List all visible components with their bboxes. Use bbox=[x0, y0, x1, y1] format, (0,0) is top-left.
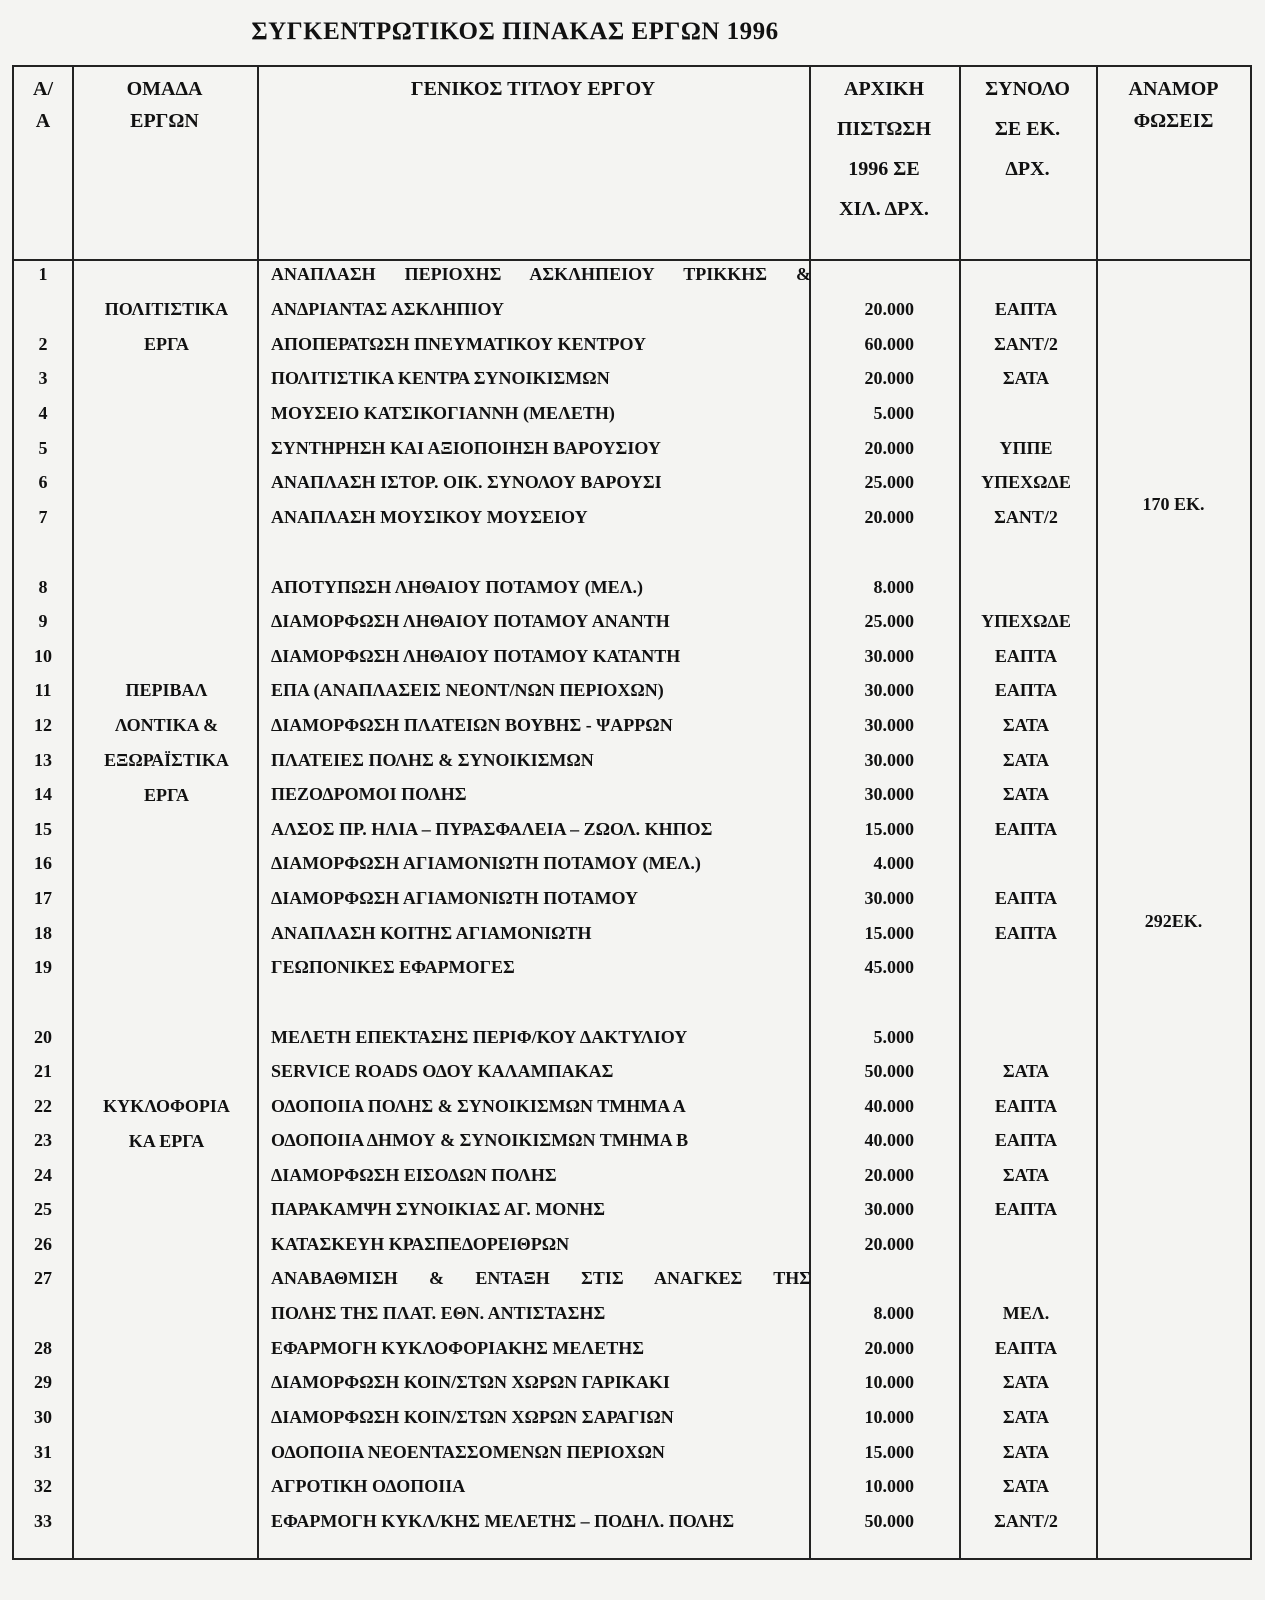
funding-source bbox=[956, 575, 1096, 599]
column-divider bbox=[959, 67, 961, 1558]
funding-source bbox=[956, 401, 1096, 425]
initial-credit: 20.000 bbox=[864, 1338, 914, 1358]
project-title: ΑΝΔΡΙΑΝΤΑΣ ΑΣΚΛΗΠΙΟΥ bbox=[271, 299, 505, 319]
initial-credit: 5.000 bbox=[873, 403, 914, 423]
funding-source: ΣΑΤΑ bbox=[1002, 750, 1050, 770]
project-title: ΔΙΑΜΟΡΦΩΣΗ ΚΟΙΝ/ΣΤΩΝ ΧΩΡΩΝ ΣΑΡΑΓΙΩΝ bbox=[271, 1407, 674, 1427]
funding-source: ΣΑΤΑ bbox=[1002, 1476, 1050, 1496]
projects-table bbox=[12, 65, 1252, 1560]
initial-credit: 25.000 bbox=[864, 611, 914, 631]
header-title: ΓΕΝΙΚΟΣ ΤΙΤΛΟΥ ΕΡΓΟΥ bbox=[410, 78, 656, 100]
row-number: 20 bbox=[34, 1027, 52, 1047]
funding-source: ΕΑΠΤΑ bbox=[994, 1199, 1058, 1219]
initial-credit: 25.000 bbox=[864, 472, 914, 492]
funding-source: ΕΑΠΤΑ bbox=[994, 299, 1058, 319]
row-number: 25 bbox=[34, 1199, 52, 1219]
project-title: ΠΑΡΑΚΑΜΨΗ ΣΥΝΟΙΚΙΑΣ ΑΓ. ΜΟΝΗΣ bbox=[271, 1199, 605, 1219]
project-title: ΑΠΟΤΥΠΩΣΗ ΛΗΘΑΙΟΥ ΠΟΤΑΜΟΥ (ΜΕΛ.) bbox=[271, 577, 643, 597]
row-number: 18 bbox=[34, 923, 52, 943]
funding-source: ΣΑΤΑ bbox=[1002, 1372, 1050, 1392]
project-group-label: ΕΡΓΑ bbox=[143, 785, 190, 805]
initial-credit: 50.000 bbox=[864, 1061, 914, 1081]
project-title: ΔΙΑΜΟΡΦΩΣΗ ΕΙΣΟΔΩΝ ΠΟΛΗΣ bbox=[271, 1165, 557, 1185]
project-title: ΕΦΑΡΜΟΓΗ ΚΥΚΛΟΦΟΡΙΑΚΗΣ ΜΕΛΕΤΗΣ bbox=[271, 1338, 645, 1358]
initial-credit: 30.000 bbox=[864, 784, 914, 804]
header-separator bbox=[14, 259, 1250, 261]
funding-source bbox=[956, 955, 1096, 979]
project-group-label: ΚΥΚΛΟΦΟΡΙΑ bbox=[103, 1096, 230, 1116]
funding-source: ΥΠΕΧΩΔΕ bbox=[981, 472, 1071, 492]
row-number: 12 bbox=[34, 715, 52, 735]
initial-credit: 30.000 bbox=[864, 750, 914, 770]
funding-source: ΥΠΠΕ bbox=[999, 438, 1053, 458]
row-number: 1 bbox=[38, 264, 48, 284]
project-group-label: ΕΡΓΑ bbox=[143, 334, 190, 354]
column-divider bbox=[257, 67, 259, 1558]
row-number bbox=[20, 297, 66, 321]
project-title: ΔΙΑΜΟΡΦΩΣΗ ΠΛΑΤΕΙΩΝ ΒΟΥΒΗΣ - ΨΑΡΡΩΝ bbox=[271, 715, 673, 735]
header-total: ΣΥΝΟΛΟ ΣΕ ΕΚ. ΔΡΧ. bbox=[985, 78, 1070, 180]
project-title: ΕΠΑ (ΑΝΑΠΛΑΣΕΙΣ ΝΕΟΝΤ/ΝΩΝ ΠΕΡΙΟΧΩΝ) bbox=[271, 680, 664, 700]
row-number: 7 bbox=[38, 507, 48, 527]
funding-source bbox=[956, 851, 1096, 875]
project-title: ΔΙΑΜΟΡΦΩΣΗ ΚΟΙΝ/ΣΤΩΝ ΧΩΡΩΝ ΓΑΡΙΚΑΚΙ bbox=[271, 1372, 670, 1392]
initial-credit bbox=[814, 262, 914, 286]
project-title: ΑΓΡΟΤΙΚΗ ΟΔΟΠΟΙΙΑ bbox=[271, 1476, 466, 1496]
header-aa: Α/ Α bbox=[33, 78, 53, 132]
initial-credit: 15.000 bbox=[864, 819, 914, 839]
row-number: 16 bbox=[34, 853, 52, 873]
initial-credit: 20.000 bbox=[864, 299, 914, 319]
initial-credit: 30.000 bbox=[864, 680, 914, 700]
project-title: ΠΟΛΙΤΙΣΤΙΚΑ ΚΕΝΤΡΑ ΣΥΝΟΙΚΙΣΜΩΝ bbox=[271, 368, 610, 388]
project-group-label: ΠΕΡΙΒΑΛ bbox=[125, 680, 208, 700]
header-anamorfoseis: ΑΝΑΜΟΡ ΦΩΣΕΙΣ bbox=[1128, 78, 1219, 132]
initial-credit: 5.000 bbox=[873, 1027, 914, 1047]
row-number: 29 bbox=[34, 1372, 52, 1392]
anamorfosi-value: 292ΕΚ. bbox=[1144, 911, 1203, 931]
project-title: ΚΑΤΑΣΚΕΥΗ ΚΡΑΣΠΕΔΟΡΕΙΘΡΩΝ bbox=[271, 1234, 570, 1254]
document-title: ΣΥΓΚΕΝΤΡΩΤΙΚΟΣ ΠΙΝΑΚΑΣ ΕΡΓΩΝ 1996 bbox=[251, 18, 779, 45]
initial-credit: 15.000 bbox=[864, 1442, 914, 1462]
project-title: ΕΦΑΡΜΟΓΗ ΚΥΚΛ/ΚΗΣ ΜΕΛΕΤΗΣ – ΠΟΔΗΛ. ΠΟΛΗΣ bbox=[271, 1511, 735, 1531]
row-number: 13 bbox=[34, 750, 52, 770]
initial-credit: 30.000 bbox=[864, 715, 914, 735]
row-number: 21 bbox=[34, 1061, 52, 1081]
initial-credit: 50.000 bbox=[864, 1511, 914, 1531]
row-number: 5 bbox=[38, 438, 48, 458]
project-group-label: ΠΟΛΙΤΙΣΤΙΚΑ bbox=[104, 299, 229, 319]
project-title: ΔΙΑΜΟΡΦΩΣΗ ΛΗΘΑΙΟΥ ΠΟΤΑΜΟΥ ΚΑΤΑΝΤΗ bbox=[271, 646, 681, 666]
initial-credit: 60.000 bbox=[864, 334, 914, 354]
initial-credit: 15.000 bbox=[864, 923, 914, 943]
project-title: ΑΝΑΠΛΑΣΗ ΠΕΡΙΟΧΗΣ ΑΣΚΛΗΠΕΙΟΥ ΤΡΙΚΚΗΣ & bbox=[271, 264, 811, 284]
column-divider bbox=[72, 67, 74, 1558]
initial-credit: 10.000 bbox=[864, 1476, 914, 1496]
initial-credit: 45.000 bbox=[864, 957, 914, 977]
project-title: ΟΔΟΠΟΙΙΑ ΔΗΜΟΥ & ΣΥΝΟΙΚΙΣΜΩΝ ΤΜΗΜΑ Β bbox=[271, 1130, 689, 1150]
header-credit: ΑΡΧΙΚΗ ΠΙΣΤΩΣΗ 1996 ΣΕ ΧΙΛ. ΔΡΧ. bbox=[836, 78, 932, 220]
row-number: 11 bbox=[34, 680, 52, 700]
initial-credit: 40.000 bbox=[864, 1096, 914, 1116]
project-title: ΑΝΑΒΑΘΜΙΣΗ & ΕΝΤΑΞΗ ΣΤΙΣ ΑΝΑΓΚΕΣ ΤΗΣ bbox=[271, 1268, 811, 1288]
project-title: SERVICE ROADS ΟΔΟΥ ΚΑΛΑΜΠΑΚΑΣ bbox=[271, 1061, 614, 1081]
funding-source: ΕΑΠΤΑ bbox=[994, 923, 1058, 943]
initial-credit: 20.000 bbox=[864, 1234, 914, 1254]
anamorfosi-value: 170 ΕΚ. bbox=[1142, 494, 1205, 514]
initial-credit: 20.000 bbox=[864, 438, 914, 458]
funding-source: ΣΑΤΑ bbox=[1002, 1407, 1050, 1427]
project-title: ΔΙΑΜΟΡΦΩΣΗ ΛΗΘΑΙΟΥ ΠΟΤΑΜΟΥ ΑΝΑΝΤΗ bbox=[271, 611, 670, 631]
project-group-label: ΛΟΝΤΙΚΑ & bbox=[114, 715, 219, 735]
initial-credit: 10.000 bbox=[864, 1372, 914, 1392]
funding-source: ΕΑΠΤΑ bbox=[994, 646, 1058, 666]
row-number bbox=[20, 1301, 66, 1325]
funding-source: ΕΑΠΤΑ bbox=[994, 680, 1058, 700]
funding-source: ΥΠΕΧΩΔΕ bbox=[981, 611, 1071, 631]
row-number: 26 bbox=[34, 1234, 52, 1254]
funding-source: ΣΑΝΤ/2 bbox=[994, 334, 1058, 354]
initial-credit: 20.000 bbox=[864, 368, 914, 388]
column-divider bbox=[809, 67, 811, 1558]
funding-source: ΕΑΠΤΑ bbox=[994, 1130, 1058, 1150]
row-number: 10 bbox=[34, 646, 52, 666]
row-number: 6 bbox=[38, 472, 48, 492]
funding-source: ΣΑΤΑ bbox=[1002, 368, 1050, 388]
funding-source: ΣΑΝΤ/2 bbox=[994, 507, 1058, 527]
row-number: 3 bbox=[38, 368, 48, 388]
initial-credit: 4.000 bbox=[873, 853, 914, 873]
row-number: 15 bbox=[34, 819, 52, 839]
initial-credit bbox=[814, 1266, 914, 1290]
row-number: 8 bbox=[38, 577, 48, 597]
project-title: ΟΔΟΠΟΙΙΑ ΠΟΛΗΣ & ΣΥΝΟΙΚΙΣΜΩΝ ΤΜΗΜΑ Α bbox=[271, 1096, 686, 1116]
funding-source bbox=[956, 1266, 1096, 1290]
row-number: 24 bbox=[34, 1165, 52, 1185]
project-group-label: ΚΑ ΕΡΓΑ bbox=[128, 1131, 205, 1151]
project-group-label: ΕΞΩΡΑΪΣΤΙΚΑ bbox=[104, 750, 229, 770]
project-title: ΔΙΑΜΟΡΦΩΣΗ ΑΓΙΑΜΟΝΙΩΤΗ ΠΟΤΑΜΟΥ bbox=[271, 888, 639, 908]
initial-credit: 30.000 bbox=[864, 646, 914, 666]
funding-source: ΕΑΠΤΑ bbox=[994, 1338, 1058, 1358]
initial-credit: 10.000 bbox=[864, 1407, 914, 1427]
project-title: ΟΔΟΠΟΙΙΑ ΝΕΟΕΝΤΑΣΣΟΜΕΝΩΝ ΠΕΡΙΟΧΩΝ bbox=[271, 1442, 665, 1462]
row-number: 4 bbox=[38, 403, 48, 423]
initial-credit: 20.000 bbox=[864, 1165, 914, 1185]
project-title: ΑΛΣΟΣ ΠΡ. ΗΛΙΑ – ΠΥΡΑΣΦΑΛΕΙΑ – ΖΩΟΛ. ΚΗΠΟΣ bbox=[271, 819, 713, 839]
row-number: 22 bbox=[34, 1096, 52, 1116]
project-title: ΜΕΛΕΤΗ ΕΠΕΚΤΑΣΗΣ ΠΕΡΙΦ/ΚΟΥ ΔΑΚΤΥΛΙΟΥ bbox=[271, 1027, 688, 1047]
row-number: 31 bbox=[34, 1442, 52, 1462]
funding-source: ΕΑΠΤΑ bbox=[994, 888, 1058, 908]
initial-credit: 8.000 bbox=[873, 1303, 914, 1323]
row-number: 2 bbox=[38, 334, 48, 354]
funding-source: ΣΑΝΤ/2 bbox=[994, 1511, 1058, 1531]
column-divider bbox=[1096, 67, 1098, 1558]
row-number: 30 bbox=[34, 1407, 52, 1427]
funding-source: ΣΑΤΑ bbox=[1002, 1061, 1050, 1081]
initial-credit: 20.000 bbox=[864, 507, 914, 527]
initial-credit: 30.000 bbox=[864, 888, 914, 908]
row-number: 17 bbox=[34, 888, 52, 908]
project-title: ΑΝΑΠΛΑΣΗ ΚΟΙΤΗΣ ΑΓΙΑΜΟΝΙΩΤΗ bbox=[271, 923, 592, 943]
initial-credit: 30.000 bbox=[864, 1199, 914, 1219]
funding-source: ΜΕΛ. bbox=[1002, 1303, 1050, 1323]
row-number: 23 bbox=[34, 1130, 52, 1150]
funding-source bbox=[956, 1025, 1096, 1049]
row-number: 19 bbox=[34, 957, 52, 977]
row-number: 33 bbox=[34, 1511, 52, 1531]
project-title: ΠΛΑΤΕΙΕΣ ΠΟΛΗΣ & ΣΥΝΟΙΚΙΣΜΩΝ bbox=[271, 750, 594, 770]
row-number: 14 bbox=[34, 784, 52, 804]
funding-source: ΣΑΤΑ bbox=[1002, 1165, 1050, 1185]
project-title: ΠΟΛΗΣ ΤΗΣ ΠΛΑΤ. ΕΘΝ. ΑΝΤΙΣΤΑΣΗΣ bbox=[271, 1303, 606, 1323]
row-number: 27 bbox=[34, 1268, 52, 1288]
project-title: ΑΝΑΠΛΑΣΗ ΜΟΥΣΙΚΟΥ ΜΟΥΣΕΙΟΥ bbox=[271, 507, 588, 527]
funding-source bbox=[956, 1232, 1096, 1256]
project-title: ΑΝΑΠΛΑΣΗ ΙΣΤΟΡ. ΟΙΚ. ΣΥΝΟΛΟΥ ΒΑΡΟΥΣΙ bbox=[271, 472, 662, 492]
row-number: 32 bbox=[34, 1476, 52, 1496]
funding-source: ΣΑΤΑ bbox=[1002, 1442, 1050, 1462]
row-number: 9 bbox=[38, 611, 48, 631]
project-title: ΑΠΟΠΕΡΑΤΩΣΗ ΠΝΕΥΜΑΤΙΚΟΥ ΚΕΝΤΡΟΥ bbox=[271, 334, 647, 354]
project-title: ΜΟΥΣΕΙΟ ΚΑΤΣΙΚΟΓΙΑΝΝΗ (ΜΕΛΕΤΗ) bbox=[271, 403, 615, 423]
row-number: 28 bbox=[34, 1338, 52, 1358]
funding-source bbox=[956, 262, 1096, 286]
funding-source: ΕΑΠΤΑ bbox=[994, 1096, 1058, 1116]
project-title: ΠΕΖΟΔΡΟΜΟΙ ΠΟΛΗΣ bbox=[271, 784, 467, 804]
funding-source: ΕΑΠΤΑ bbox=[994, 819, 1058, 839]
project-title: ΣΥΝΤΗΡΗΣΗ ΚΑΙ ΑΞΙΟΠΟΙΗΣΗ ΒΑΡΟΥΣΙΟΥ bbox=[271, 438, 661, 458]
initial-credit: 8.000 bbox=[873, 577, 914, 597]
funding-source: ΣΑΤΑ bbox=[1002, 715, 1050, 735]
project-title: ΔΙΑΜΟΡΦΩΣΗ ΑΓΙΑΜΟΝΙΩΤΗ ΠΟΤΑΜΟΥ (ΜΕΛ.) bbox=[271, 853, 701, 873]
header-group: ΟΜΑΔΑ ΕΡΓΩΝ bbox=[126, 78, 203, 132]
project-title: ΓΕΩΠΟΝΙΚΕΣ ΕΦΑΡΜΟΓΕΣ bbox=[271, 957, 515, 977]
initial-credit: 40.000 bbox=[864, 1130, 914, 1150]
funding-source: ΣΑΤΑ bbox=[1002, 784, 1050, 804]
